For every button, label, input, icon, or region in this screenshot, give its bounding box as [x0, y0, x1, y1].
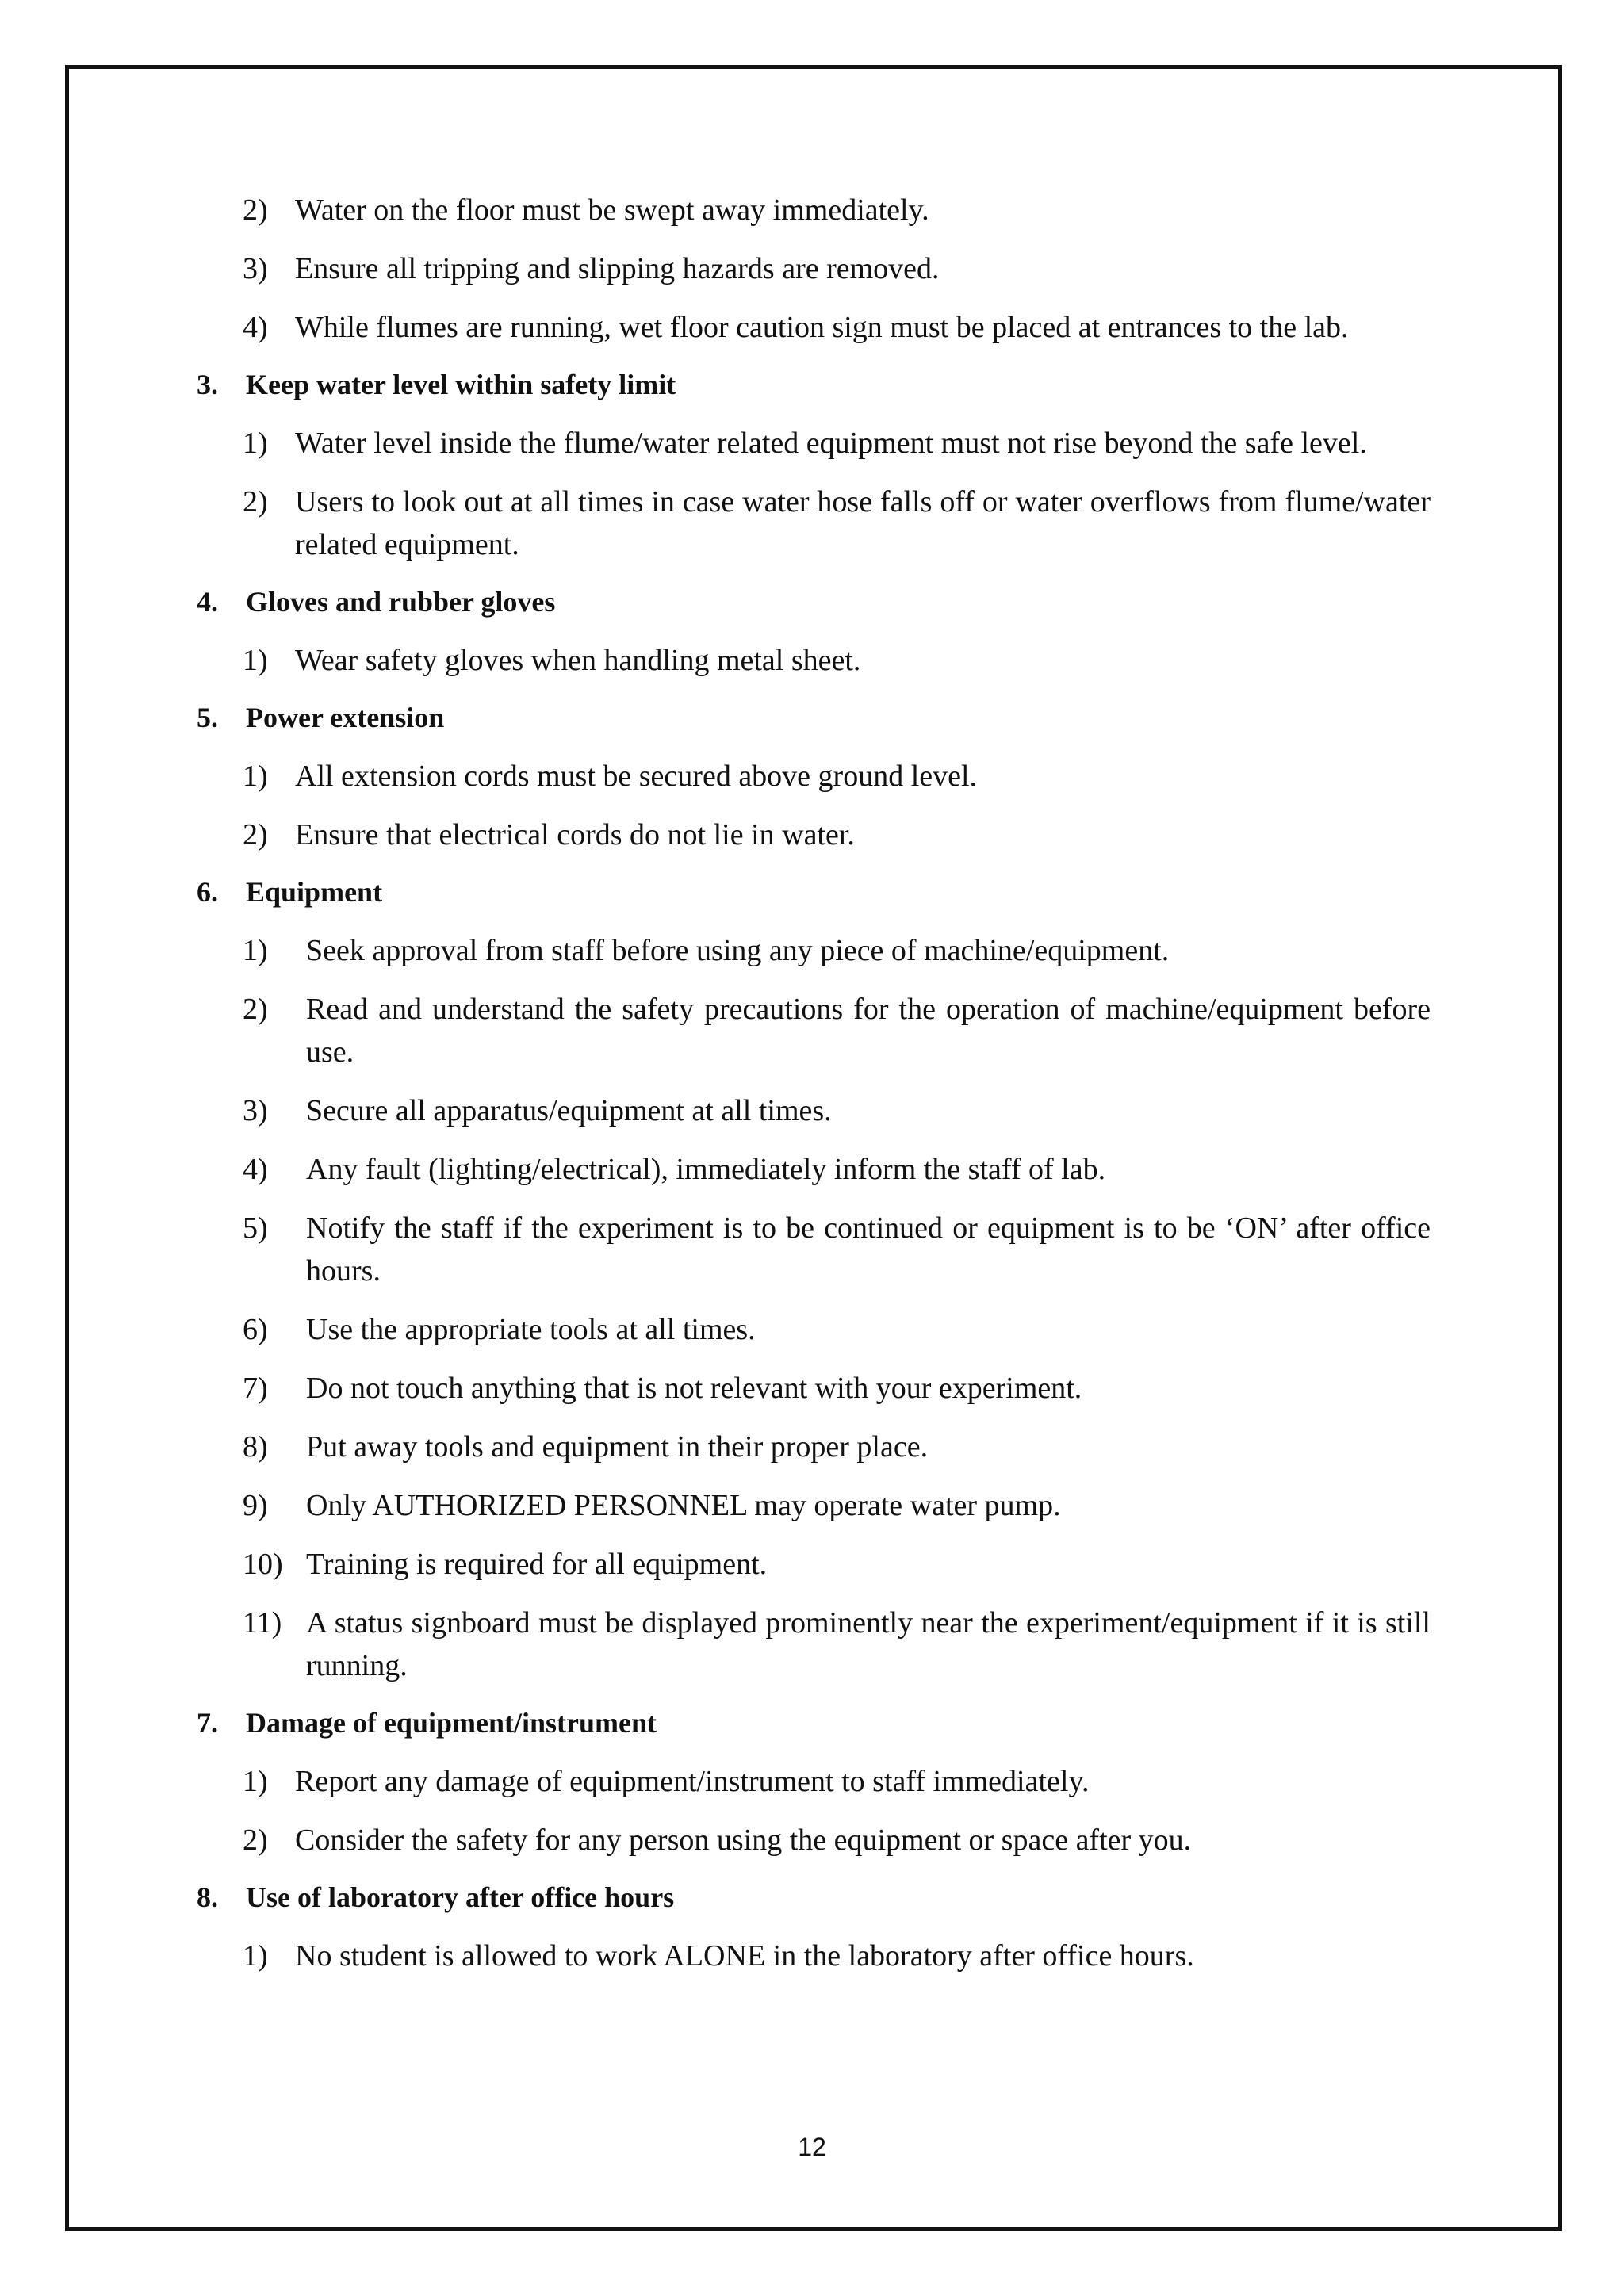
section-heading [197, 872, 1431, 912]
item-text: Users to look out at all times in case water hose falls off or water overflows from flume/water related equipment. [295, 485, 1431, 561]
item-number: 2) [243, 193, 268, 227]
item-text: No student is allowed to work ALONE in the laboratory after office hours. [295, 1939, 1194, 1973]
list-item [197, 1308, 1431, 1351]
list-item [197, 480, 1431, 566]
item-text: Do not touch anything that is not relevant with your experiment. [306, 1372, 1082, 1405]
list-item [197, 1601, 1431, 1687]
item-number: 9) [243, 1489, 268, 1522]
item-text: A status signboard must be displayed prominently near the experiment/equipment if it is still running. [306, 1606, 1431, 1682]
section-title: Keep water level within safety limit [246, 369, 676, 400]
item-number: 6) [243, 1313, 268, 1346]
item-text: Ensure that electrical cords do not lie in water. [295, 818, 855, 851]
list-item [197, 929, 1431, 972]
section-heading [197, 582, 1431, 622]
item-text: Wear safety gloves when handling metal sheet. [295, 644, 861, 677]
list-item [197, 755, 1431, 798]
item-number: 11) [243, 1606, 282, 1640]
section-number: 4. [197, 586, 218, 618]
item-text: Seek approval from staff before using any piece of machine/equipment. [306, 934, 1170, 967]
list-item [197, 422, 1431, 465]
section-title: Use of laboratory after office hours [246, 1881, 675, 1913]
item-number: 8) [243, 1430, 268, 1464]
list-item [197, 1089, 1431, 1132]
item-text: Report any damage of equipment/instrument to staff immediately. [295, 1765, 1090, 1798]
section-heading [197, 1703, 1431, 1743]
item-text: Read and understand the safety precautions for the operation of machine/equipment before use. [306, 993, 1431, 1069]
item-text: Water on the floor must be swept away immediately. [295, 193, 929, 227]
list-item [197, 813, 1431, 856]
item-number: 1) [243, 1939, 268, 1973]
item-text: Only AUTHORIZED PERSONNEL may operate water pump. [306, 1489, 1061, 1522]
section-number: 8. [197, 1881, 218, 1913]
item-text: Ensure all tripping and slipping hazards are removed. [295, 252, 940, 285]
list-item [197, 1148, 1431, 1191]
item-number: 3) [243, 1094, 268, 1127]
item-number: 5) [243, 1211, 268, 1245]
section-number: 6. [197, 876, 218, 908]
item-text: Put away tools and equipment in their proper place. [306, 1430, 929, 1464]
page-number: 12 [798, 2133, 826, 2161]
section-heading [197, 698, 1431, 737]
item-number: 2) [243, 993, 268, 1026]
list-item [197, 1543, 1431, 1586]
list-item [197, 1484, 1431, 1527]
list-item [197, 639, 1431, 682]
item-number: 7) [243, 1372, 268, 1405]
list-item [197, 247, 1431, 290]
section-number: 7. [197, 1707, 218, 1739]
item-text: Water level inside the flume/water related equipment must not rise beyond the safe level. [295, 427, 1367, 460]
item-number: 1) [243, 1765, 268, 1798]
item-number: 3) [243, 252, 268, 285]
section-title: Power extension [246, 702, 445, 733]
list-item [197, 1425, 1431, 1468]
item-number: 2) [243, 485, 268, 519]
item-number: 10) [243, 1548, 283, 1581]
item-number: 4) [243, 311, 268, 344]
list-item [197, 988, 1431, 1073]
section-number: 5. [197, 702, 218, 733]
list-item [197, 1760, 1431, 1803]
item-text: While flumes are running, wet floor caution sign must be placed at entrances to the lab. [295, 311, 1349, 344]
list-item [197, 1367, 1431, 1410]
list-item [197, 1207, 1431, 1292]
item-text: Consider the safety for any person using the equipment or space after you. [295, 1823, 1192, 1857]
item-number: 1) [243, 427, 268, 460]
item-text: Secure all apparatus/equipment at all times. [306, 1094, 832, 1127]
item-text: Any fault (lighting/electrical), immediately inform the staff of lab. [306, 1153, 1106, 1186]
item-number: 1) [243, 644, 268, 677]
section-heading [197, 365, 1431, 404]
item-number: 4) [243, 1153, 268, 1186]
item-number: 2) [243, 818, 268, 851]
document-body [197, 189, 1431, 1993]
item-text: All extension cords must be secured above ground level. [295, 760, 978, 793]
item-number: 2) [243, 1823, 268, 1857]
item-number: 1) [243, 934, 268, 967]
list-item [197, 189, 1431, 232]
section-title: Equipment [246, 876, 383, 908]
section-heading [197, 1877, 1431, 1917]
item-text: Training is required for all equipment. [306, 1548, 768, 1581]
section-title: Gloves and rubber gloves [246, 586, 556, 618]
list-item [197, 1819, 1431, 1862]
section-title: Damage of equipment/instrument [246, 1707, 657, 1739]
list-item [197, 306, 1431, 349]
item-number: 1) [243, 760, 268, 793]
section-number: 3. [197, 369, 218, 400]
item-text: Use the appropriate tools at all times. [306, 1313, 756, 1346]
item-text: Notify the staff if the experiment is to be continued or equipment is to be ‘ON’ after office hours. [306, 1211, 1431, 1288]
list-item [197, 1934, 1431, 1977]
